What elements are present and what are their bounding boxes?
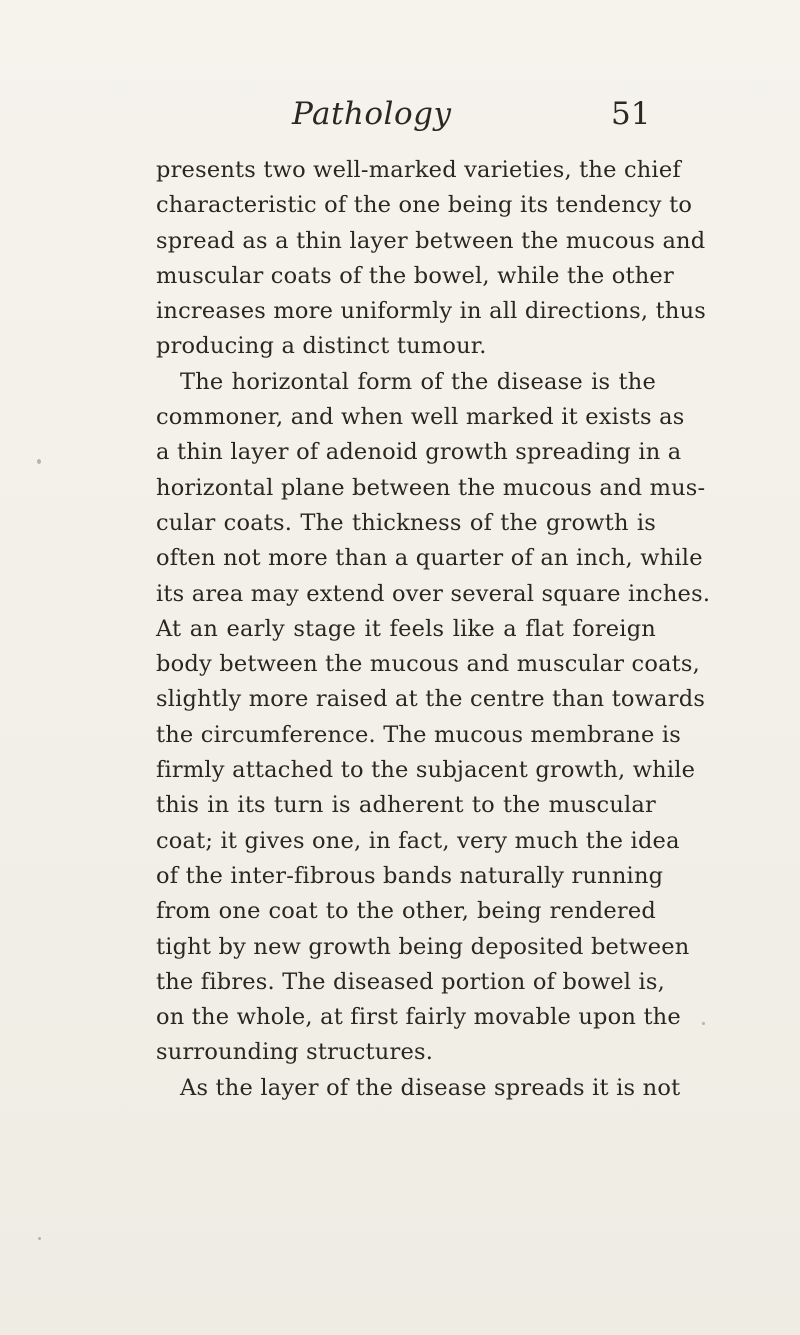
text-line: characteristic of the one being its tendency to (156, 192, 693, 219)
text-line: increases more uniformly in all directions, thus (156, 298, 707, 325)
text-line: The horizontal form of the disease is the (180, 368, 656, 395)
text-line: presents two well-marked varieties, the chief (156, 157, 681, 183)
text-line: body between the mucous and muscular coats, (156, 651, 701, 678)
text-line: this in its turn is adherent to the muscular (156, 792, 656, 819)
text-line: the fibres. The diseased portion of bowel is, (156, 968, 666, 995)
text-line: cular coats. The thickness of the growth is (156, 509, 656, 536)
text-line: surrounding structures. (156, 1039, 434, 1066)
paper-speck (702, 1022, 705, 1025)
text-line: the circumference. The mucous membrane is (156, 721, 681, 748)
running-title: Pathology (292, 96, 452, 132)
text-line: on the whole, at first fairly movable upon the (156, 1004, 681, 1031)
text-line: muscular coats of the bowel, while the other (156, 262, 674, 289)
text-line: commoner, and when well marked it exists as (156, 404, 685, 431)
text-line: its area may extend over several square inches. (156, 580, 711, 607)
text-line: a thin layer of adenoid growth spreading in a (156, 439, 682, 466)
text-line: firmly attached to the subjacent growth, while (156, 757, 696, 784)
running-head (0, 96, 800, 136)
text-line: At an early stage it feels like a flat foreign (156, 615, 656, 642)
text-line: tight by new growth being deposited between (156, 933, 690, 960)
paper-speck (37, 459, 41, 464)
text-line: from one coat to the other, being rendered (156, 898, 656, 925)
text-line: slightly more raised at the centre than towards (156, 686, 706, 713)
text-line: coat; it gives one, in fact, very much the idea (156, 827, 680, 854)
body-text (156, 153, 711, 1106)
text-line: As the layer of the disease spreads it is not (180, 1074, 681, 1101)
text-line: producing a distinct tumour. (156, 333, 487, 360)
text-line: horizontal plane between the mucous and mus- (156, 474, 706, 501)
paper-speck (38, 1237, 41, 1240)
text-line: often not more than a quarter of an inch, while (156, 545, 703, 572)
text-line: of the inter-fibrous bands naturally running (156, 862, 664, 889)
page-number: 51 (611, 96, 651, 132)
text-line: spread as a thin layer between the mucous and (156, 227, 706, 254)
